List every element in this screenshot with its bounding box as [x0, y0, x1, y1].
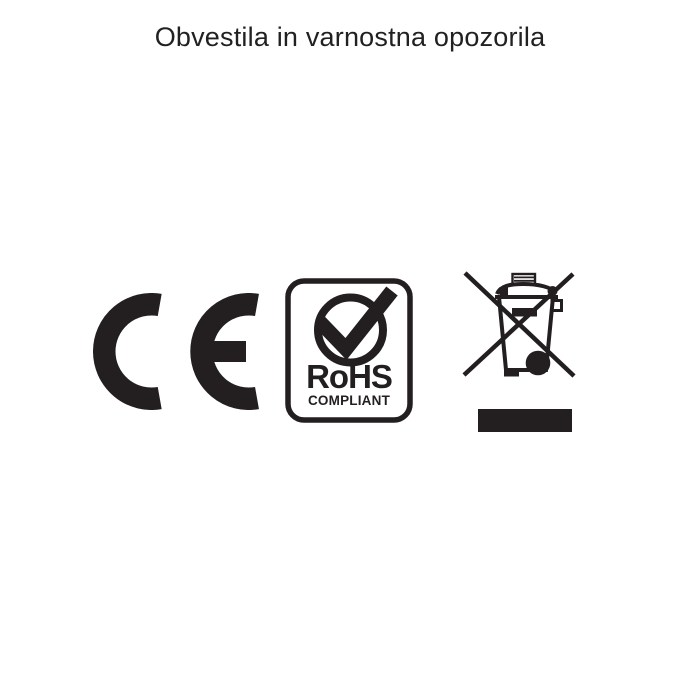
weee-bin-lid-knob: [500, 287, 509, 295]
weee-symbol: [460, 262, 580, 433]
weee-bin-bar: [512, 308, 537, 317]
rohs-label: RoHS: [306, 358, 392, 395]
weee-bin-hinge: [548, 286, 558, 296]
page-title: Obvestila in varnostna opozorila: [154, 22, 546, 52]
rohs-badge: [285, 278, 413, 423]
weee-bin-wheel: [526, 351, 551, 376]
weee-bin-foot: [504, 370, 519, 377]
ce-letter-e-bar: [208, 341, 246, 362]
weee-bin-side-handle: [552, 301, 562, 311]
ce-mark-icon: [93, 293, 268, 410]
ce-letter-c: [104, 304, 159, 399]
weee-underline-bar: [478, 409, 572, 432]
rohs-sub-label: COMPLIANT: [307, 393, 391, 408]
weee-crossed-wheelie-bin-icon: [460, 262, 580, 387]
